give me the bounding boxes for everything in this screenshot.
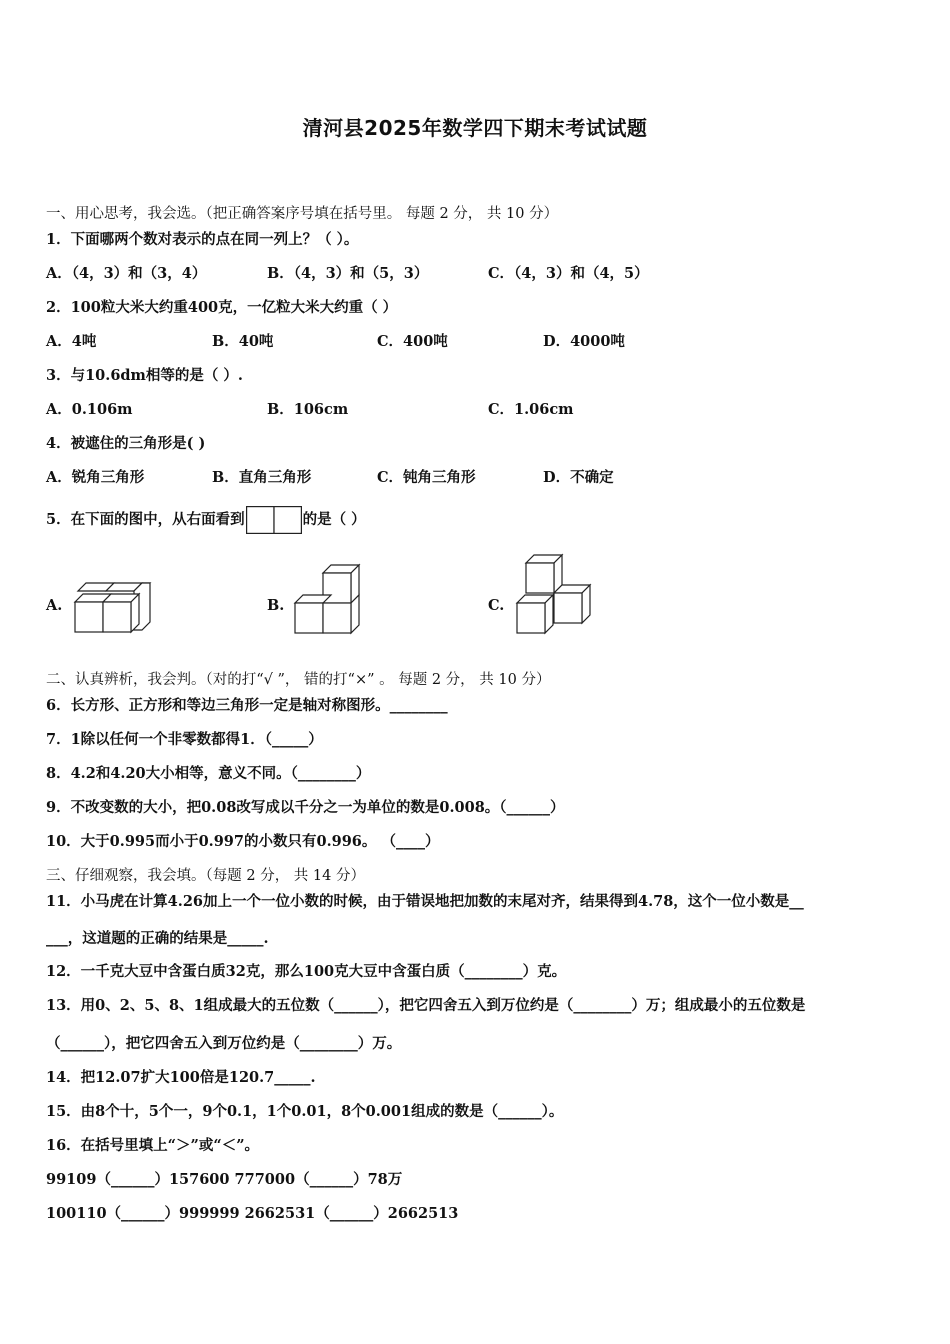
q5-option-c-figure xyxy=(514,553,596,637)
two-squares-view-figure xyxy=(246,506,302,534)
q3-option-c: C．1.06cm xyxy=(488,401,574,418)
q1-option-a: A．（4，3）和（3，4） xyxy=(46,265,207,282)
q4-option-b: B．直角三角形 xyxy=(212,469,312,486)
question-8: 8．4.2和4.20大小相等，意义不同。（________） xyxy=(46,765,371,782)
q5-stem-before: 5．在下面的图中，从右面看到 xyxy=(46,511,245,528)
question-2: 2．100粒大米大约重400克，一亿粒大米大约重（ ） xyxy=(46,299,398,316)
q2-option-d: D．4000吨 xyxy=(543,333,625,350)
q5-option-a-figure xyxy=(72,580,154,636)
question-13-line-2: （______），把它四舍五入到万位约是（________）万。 xyxy=(46,1035,402,1052)
q5-stem-after: 的是（ ） xyxy=(302,511,366,528)
q2-option-a: A．4吨 xyxy=(46,333,97,350)
q2-option-c: C．400吨 xyxy=(377,333,448,350)
q4-option-a: A．锐角三角形 xyxy=(46,469,145,486)
q5-option-c-label: C. xyxy=(488,597,505,614)
q3-option-b: B．106cm xyxy=(267,401,349,418)
question-3: 3．与10.6dm相等的是（ ）. xyxy=(46,367,243,384)
q3-option-a: A．0.106m xyxy=(46,401,133,418)
q1-option-b: B．（4，3）和（5，3） xyxy=(267,265,429,282)
section-heading-2: 二、认真辨析，我会判。（对的打“√ ”， 错的打“×” 。 每题 2 分， 共 10 分） xyxy=(46,672,551,688)
question-12: 12．一千克大豆中含蛋白质32克，那么100克大豆中含蛋白质（________）克。 xyxy=(46,963,567,980)
question-1: 1．下面哪两个数对表示的点在同一列上？（ ）。 xyxy=(46,231,359,248)
question-4: 4．被遮住的三角形是( ) xyxy=(46,435,206,452)
question-15: 15．由8个十，5个一，9个0.1，1个0.01，8个0.001组成的数是（______）。 xyxy=(46,1103,564,1120)
page-title: 清河县2025年数学四下期末考试试题 xyxy=(302,116,648,140)
section-heading-1: 一、用心思考，我会选。（把正确答案序号填在括号里。 每题 2 分， 共 10 分） xyxy=(46,206,559,222)
q2-option-b: B．40吨 xyxy=(212,333,274,350)
question-5 xyxy=(46,506,366,534)
question-6: 6．长方形、正方形和等边三角形一定是轴对称图形。________ xyxy=(46,697,448,714)
question-16: 16．在括号里填上“＞”或“＜”。 xyxy=(46,1137,260,1154)
question-16-row-1: 99109（______）157600 777000（______）78万 xyxy=(46,1171,403,1188)
section-heading-3: 三、仔细观察，我会填。（每题 2 分， 共 14 分） xyxy=(46,868,365,884)
q4-option-d: D．不确定 xyxy=(543,469,614,486)
question-11-line-1: 11．小马虎在计算4.26加上一个一位小数的时候，由于错误地把加数的末尾对齐，结果得到4.78，这个一位小数是__ xyxy=(46,893,804,910)
q5-option-a-label: A. xyxy=(46,597,63,614)
question-11-line-2: ___，这道题的正确的结果是_____. xyxy=(46,930,269,947)
question-9: 9．不改变数的大小，把0.08改写成以千分之一为单位的数是0.008。（______） xyxy=(46,799,565,816)
q5-option-b-label: B. xyxy=(267,597,285,614)
question-16-row-2: 100110（______）999999 2662531（______）2662513 xyxy=(46,1205,459,1222)
question-7: 7．1除以任何一个非零数都得1．（_____） xyxy=(46,731,323,748)
q5-option-b-figure xyxy=(292,563,364,635)
question-14: 14．把12.07扩大100倍是120.7_____. xyxy=(46,1069,316,1086)
q1-option-c: C．（4，3）和（4，5） xyxy=(488,265,649,282)
question-13-line-1: 13．用0、2、5、8、1组成最大的五位数（______），把它四舍五入到万位约是（________）万；组成最小的五位数是 xyxy=(46,997,806,1014)
q4-option-c: C．钝角三角形 xyxy=(377,469,476,486)
question-10: 10．大于0.995而小于0.997的小数只有0.996。 （____） xyxy=(46,833,440,850)
